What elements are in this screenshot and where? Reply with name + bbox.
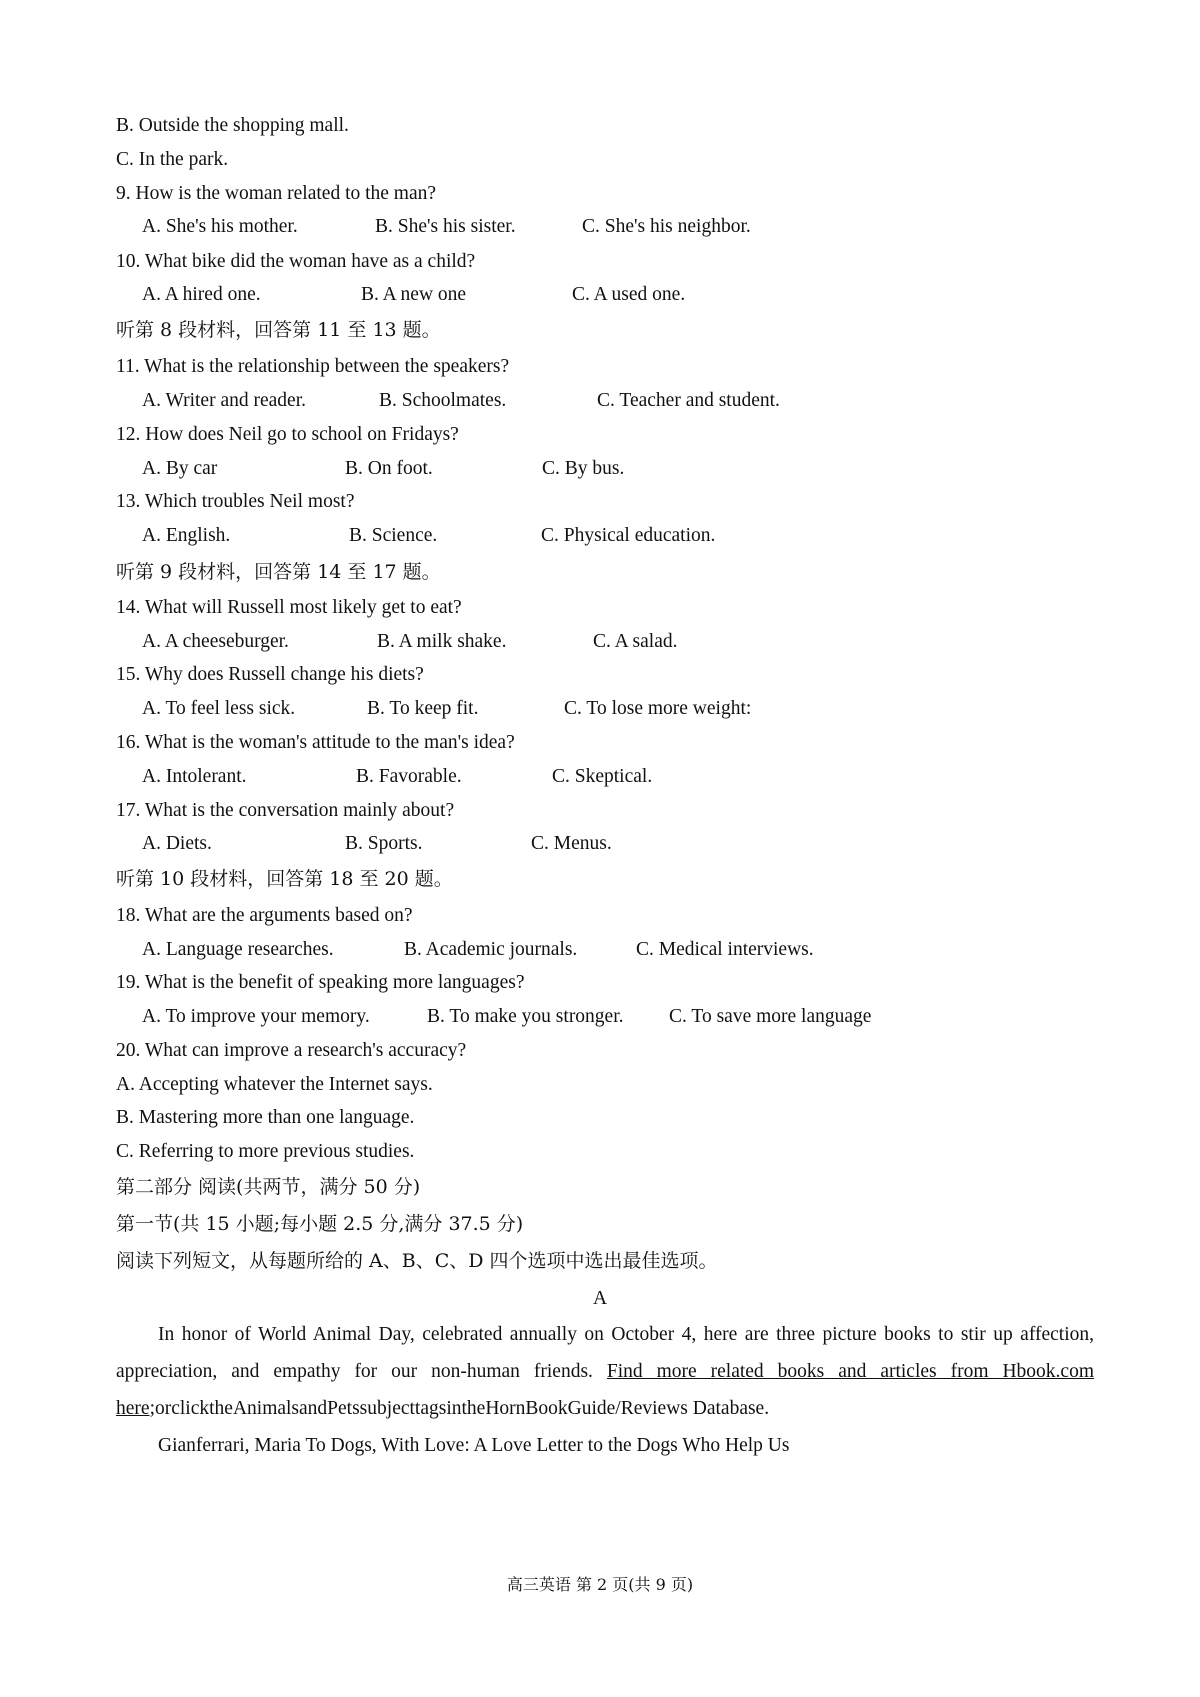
- section1-title: 第一节(共 15 小题;每小题 2.5 分,满分 37.5 分): [116, 1213, 524, 1235]
- question-15: 15. Why does Russell change his diets?: [116, 664, 424, 685]
- option-line: C. In the park.: [116, 149, 229, 170]
- option-c: C. A salad.: [593, 631, 678, 652]
- option-c: C. She's his neighbor.: [582, 216, 751, 237]
- question-10: 10. What bike did the woman have as a child?: [116, 251, 476, 272]
- page-footer: 高三英语 第 2 页(共 9 页): [506, 1575, 694, 1594]
- option-b: B. She's his sister.: [375, 216, 516, 237]
- option-b: B. A new one: [361, 284, 467, 305]
- option-c: C. A used one.: [572, 284, 686, 305]
- option-a: A. To improve your memory.: [142, 1006, 370, 1027]
- option-c: C. Teacher and student.: [597, 390, 780, 411]
- question-12: 12. How does Neil go to school on Fridays?: [116, 424, 459, 445]
- option-a: A. By car: [142, 458, 218, 479]
- option-b: B. To keep fit.: [367, 698, 479, 719]
- option-b: B. A milk shake.: [377, 631, 507, 652]
- question-17: 17. What is the conversation mainly about?: [116, 800, 455, 821]
- question-13: 13. Which troubles Neil most?: [116, 491, 355, 512]
- option-line: B. Outside the shopping mall.: [116, 115, 349, 136]
- paragraph-1-text: In honor of World Animal Day, celebrated annually on October 4, here are three picture books to stir up affection, appreciation, and empathy for our non-human friends.: [116, 1324, 1094, 1382]
- option-a: A. Intolerant.: [142, 766, 247, 787]
- option-a: A. English.: [142, 525, 231, 546]
- section-instruction-9: 听第 9 段材料，回答第 14 至 17 题。: [116, 561, 441, 583]
- option-c: C. Skeptical.: [552, 766, 653, 787]
- option-c: C. Menus.: [531, 833, 612, 854]
- option-c: C. To save more language: [669, 1006, 872, 1027]
- option-a: A. A cheeseburger.: [142, 631, 289, 652]
- option-b: B. Mastering more than one language.: [116, 1107, 415, 1128]
- paragraph-1-tail: ;orclicktheAnimalsandPetssubjecttagsintheHornBookGuide/Reviews Database.: [149, 1398, 770, 1419]
- option-a: A. Language researches.: [142, 939, 334, 960]
- option-c: C. Referring to more previous studies.: [116, 1141, 415, 1162]
- option-a: A. A hired one.: [142, 284, 261, 305]
- option-c: C. Physical education.: [541, 525, 716, 546]
- reading-instruction: 阅读下列短文，从每题所给的 A、B、C、D 四个选项中选出最佳选项。: [116, 1250, 718, 1272]
- option-b: B. Sports.: [345, 833, 423, 854]
- question-11: 11. What is the relationship between the speakers?: [116, 356, 510, 377]
- paragraph-2: Gianferrari, Maria To Dogs, With Love: A Love Letter to the Dogs Who Help Us: [158, 1435, 790, 1456]
- option-a: A. She's his mother.: [142, 216, 298, 237]
- option-b: B. Schoolmates.: [379, 390, 507, 411]
- passage-text: [116, 1316, 1094, 1464]
- question-16: 16. What is the woman's attitude to the man's idea?: [116, 732, 515, 753]
- option-b: B. Science.: [349, 525, 438, 546]
- option-c: C. Medical interviews.: [636, 939, 814, 960]
- question-9: 9. How is the woman related to the man?: [116, 183, 437, 204]
- hbook-link[interactable]: Find more related books and articles from Hbook.com here: [116, 1361, 1094, 1419]
- option-b: B. On foot.: [345, 458, 433, 479]
- option-a: A. Writer and reader.: [142, 390, 306, 411]
- option-b: B. Favorable.: [356, 766, 462, 787]
- option-a: A. Diets.: [142, 833, 212, 854]
- section-instruction-8: 听第 8 段材料，回答第 11 至 13 题。: [116, 319, 441, 341]
- question-14: 14. What will Russell most likely get to eat?: [116, 597, 462, 618]
- option-b: B. Academic journals.: [404, 939, 578, 960]
- question-19: 19. What is the benefit of speaking more languages?: [116, 972, 525, 993]
- part2-title: 第二部分 阅读(共两节，满分 50 分): [116, 1176, 421, 1198]
- question-20: 20. What can improve a research's accuracy?: [116, 1040, 467, 1061]
- option-b: B. To make you stronger.: [427, 1006, 624, 1027]
- paragraph-1: [116, 1316, 1094, 1427]
- option-c: C. By bus.: [542, 458, 625, 479]
- option-a: A. Accepting whatever the Internet says.: [116, 1074, 433, 1095]
- section-instruction-10: 听第 10 段材料，回答第 18 至 20 题。: [116, 868, 453, 890]
- question-18: 18. What are the arguments based on?: [116, 905, 413, 926]
- passage-label: A: [592, 1288, 608, 1309]
- option-a: A. To feel less sick.: [142, 698, 296, 719]
- option-c: C. To lose more weight:: [564, 698, 752, 719]
